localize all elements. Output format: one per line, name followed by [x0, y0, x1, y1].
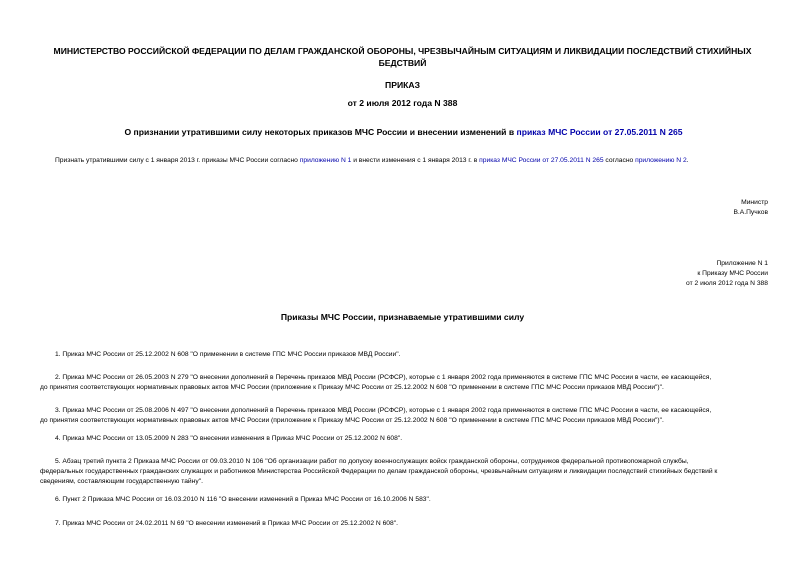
- intro-text-2: и внести изменения с 1 января 2013 г. в: [351, 157, 480, 164]
- list-item-line: сведениям, составляющим государственную тайну".: [40, 478, 203, 485]
- list-item-line: 2. Приказ МЧС России от 26.05.2003 N 279 "О внесении дополнений в Перечень приказов МВД России (РСФСР), которые с 1 января 2002 года применяются в системе ГПС МЧС России в части, ее касающейся,: [55, 374, 712, 381]
- intro-text-3: согласно: [603, 157, 636, 164]
- appendix-1-link[interactable]: приложению N 1: [299, 157, 352, 164]
- signature-position: Министр: [741, 199, 768, 206]
- list-item-line: 1. Приказ МЧС России от 25.12.2002 N 608 "О применении в системе ГПС МЧС России приказов МВД России".: [55, 351, 401, 358]
- signature-name: В.А.Пучков: [733, 209, 768, 216]
- appendix-2-link[interactable]: приложению N 2: [635, 157, 687, 164]
- list-item: [40, 457, 782, 487]
- list-item-line: 7. Приказ МЧС России от 24.02.2011 N 69 "О внесении изменений в Приказ МЧС России от 25.12.2002 N 608".: [55, 520, 398, 527]
- list-item-line: 4. Приказ МЧС России от 13.05.2009 N 283 "О внесении изменения в Приказ МЧС России от 25.12.2002 N 608".: [55, 435, 403, 442]
- appendix-title: Приказы МЧС России, признаваемые утратившими силу: [280, 312, 525, 322]
- list-item-line: 5. Абзац третий пункта 2 Приказа МЧС России от 09.03.2010 N 106 "Об организации работ по допуску военнослужащих войск гражданской обороны, сотрудников федеральной противопожарной службы,: [55, 458, 689, 465]
- intro-paragraph: [55, 156, 689, 166]
- list-item: [40, 519, 782, 529]
- list-item-line: 3. Приказ МЧС России от 25.08.2006 N 497 "О внесении дополнений в Перечень приказов МВД России (РСФСР), которые с 1 января 2002 года применяются в системе ГПС МЧС России в части, ее касающейся,: [55, 407, 712, 414]
- list-item: [40, 434, 782, 444]
- list-item: [40, 406, 782, 426]
- document-title-text: О признании утратившими силу некоторых приказов МЧС России и внесении изменений в: [124, 127, 517, 137]
- list-item: [40, 373, 782, 393]
- signature-block: [733, 198, 768, 218]
- appendix-ref-line-3: от 2 июля 2012 года N 388: [686, 280, 768, 287]
- list-item: [40, 495, 782, 505]
- list-item-line: 6. Пункт 2 Приказа МЧС России от 16.03.2010 N 116 "О внесении изменений в Приказ МЧС России от 16.10.2006 N 583".: [55, 496, 431, 503]
- document-type: ПРИКАЗ: [385, 80, 420, 90]
- document-date: от 2 июля 2012 года N 388: [347, 98, 458, 108]
- order-265-link[interactable]: приказ МЧС России от 27.05.2011 N 265: [479, 157, 604, 164]
- intro-text-4: .: [686, 157, 689, 164]
- list-item-line: федеральных государственных гражданских служащих и работников Министерства Российской Федерации по делам гражданской обороны, чрезвычайным ситуациям и ликвидации последствий стихийных бедствий к: [40, 468, 718, 475]
- intro-text-1: Признать утратившими силу с 1 января 2013 г. приказы МЧС России согласно: [55, 157, 300, 164]
- ministry-heading: МИНИСТЕРСТВО РОССИЙСКОЙ ФЕДЕРАЦИИ ПО ДЕЛАМ ГРАЖДАНСКОЙ ОБОРОНЫ, ЧРЕЗВЫЧАЙНЫМ СИТУАЦИЯМ И ЛИКВИДАЦИИ ПОСЛЕДСТВИЙ СТИХИЙНЫХ БЕДСТВИЙ: [53, 46, 752, 68]
- list-item: [40, 350, 782, 360]
- appendix-reference: [686, 259, 768, 289]
- list-item-line: до принятия соответствующих нормативных правовых актов МЧС России (приложение к Приказу МЧС России от 25.12.2002 N 608 "О применении в системе ГПС МЧС России приказов МВД России")".: [40, 417, 664, 424]
- appendix-ref-line-1: Приложение N 1: [716, 260, 768, 267]
- title-order-link[interactable]: приказ МЧС России от 27.05.2011 N 265: [516, 127, 683, 137]
- appendix-ref-line-2: к Приказу МЧС России: [697, 270, 768, 277]
- document-title: [20, 126, 787, 138]
- list-item-line: до принятия соответствующих нормативных правовых актов МЧС России (приложение к Приказу МЧС России от 25.12.2002 N 608 "О применении в системе ГПС МЧС России приказов МВД России")".: [40, 384, 664, 391]
